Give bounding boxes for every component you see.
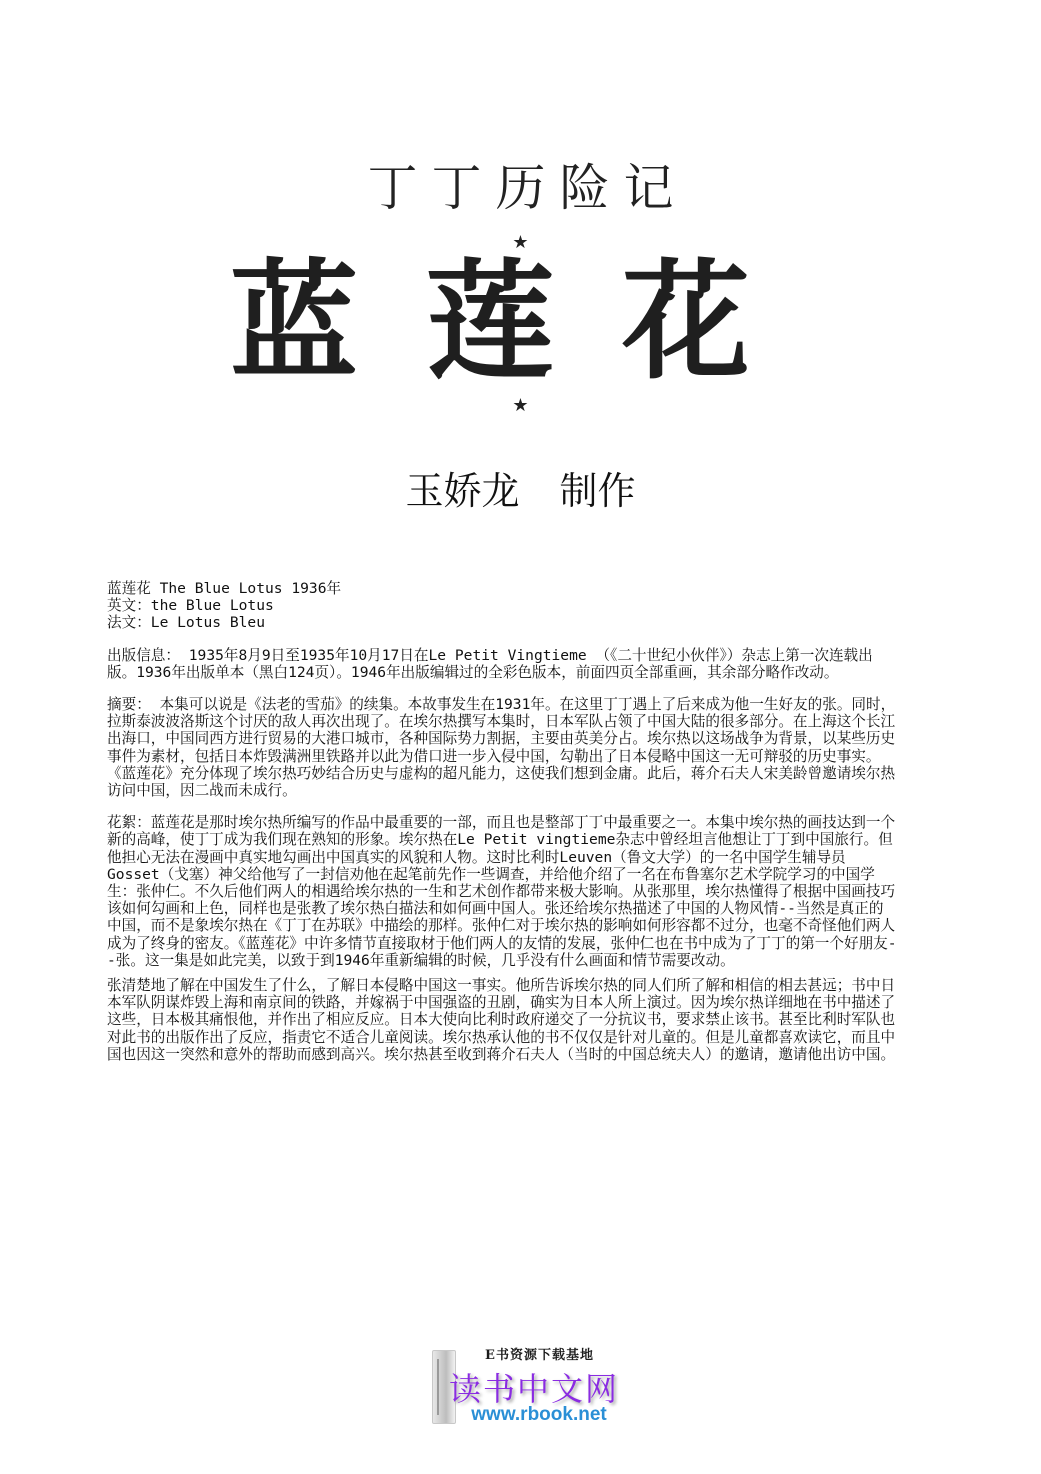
- trivia-paragraph: 花絮：蓝莲花是那时埃尔热所编写的作品中最重要的一部，而且也是整部丁丁中最重要之一。本集中埃尔热的画技达到一个新的高峰，使丁丁成为我们现在熟知的形象。埃尔热在Le Petit vingtieme杂志中曾经坦言他想让丁丁到中国旅行。但他担心无法在漫画中真实地勾画出中国真实的风貌和人物。这时比利时Leuven（鲁文大学）的一名中国学生辅导员Gosset（戈塞）神父给他写了一封信劝他在起笔前先作一些调查，并给他介绍了一名在布鲁塞尔艺术学院学习的中国学生：张仲仁。不久后他们两人的相遇给埃尔热的一生和艺术创作都带来极大影响。从张那里，埃尔热懂得了根据中国画技巧该如何勾画和上色，同样也是张教了埃尔热白描法和如何画中国人。张还给埃尔热描述了中国的人物风情--当然是真正的中国，而不是象埃尔热在《丁丁在苏联》中描绘的那样。张仲仁对于埃尔热的影响如何形容都不过分，也毫不奇怪他们两人成为了终身的密友。《蓝莲花》中许多情节直接取材于他们两人的友情的发展，张仲仁也在书中成为了丁丁的第一个好朋友--张。这一集是如此完美，以致于到1946年重新编辑的时候，几乎没有什么画面和情节需要改动。: [107, 814, 897, 969]
- credit-name: 玉娇龙: [405, 469, 520, 513]
- footer-logo: [432, 1338, 617, 1430]
- book-title: [230, 247, 750, 397]
- summary-paragraph: 摘要： 本集可以说是《法老的雪茄》的续集。本故事发生在1931年。在这里丁丁遇上了后来成为他一生好友的张。同时，拉斯泰波波洛斯这个讨厌的敌人再次出现了。在埃尔热撰写本集时，日本军队占领了中国大陆的很多部分。在上海这个长江出海口，中国同西方进行贸易的大港口城市，各种国际势力割据，主要由英美分占。埃尔热以这场战争为背景，以某些历史事件为素材，包括日本炸毁满洲里铁路并以此为借口进一步入侵中国，勾勒出了日本侵略中国这一无可辩驳的历史事实。《蓝莲花》充分体现了埃尔热巧妙结合历史与虚构的超凡能力，这使我们想到金庸。此后，蒋介石夫人宋美龄曾邀请埃尔热访问中国，因二战而未成行。: [107, 696, 896, 800]
- body-text: [107, 580, 897, 1063]
- credit-line: [0, 460, 1041, 515]
- book-title-char: 花: [621, 247, 750, 397]
- info-title-line: 蓝莲花 The Blue Lotus 1936年: [107, 580, 342, 597]
- book-title-char: 蓝: [230, 247, 359, 397]
- star-icon: ★: [512, 232, 529, 253]
- info-english-line: 英文：the Blue Lotus: [107, 597, 274, 615]
- impact-paragraph: 张清楚地了解在中国发生了什么，了解日本侵略中国这一事实。他所告诉埃尔热的同人们所了解和相信的相去甚远；书中日本军队阴谋炸毁上海和南京间的铁路，并嫁祸于中国强盗的丑剧，确实为日本人所上演过。因为埃尔热详细地在书中描述了这些，日本极其痛恨他，并作出了相应反应。日本大使向比利时政府递交了一分抗议书，要求禁止该书。甚至比利时军队也对此书的出版作出了反应，指责它不适合儿童阅读。埃尔热承认他的书不仅仅是针对儿童的。但是儿童都喜欢读它，而且中国也因这一突然和意外的帮助而感到高兴。埃尔热甚至收到蒋介石夫人（当时的中国总统夫人）的邀请，邀请他出访中国。: [107, 977, 896, 1063]
- series-title: 丁丁历险记: [367, 159, 688, 217]
- credit-role: 制作: [559, 469, 636, 513]
- logo-url: www.rbook.net: [471, 1404, 607, 1425]
- star-icon: ★: [512, 395, 529, 416]
- logo-tagline: E书资源下载基地: [485, 1348, 594, 1363]
- book-title-char: 莲: [425, 247, 554, 397]
- info-french-line: 法文：Le Lotus Bleu: [107, 614, 266, 632]
- publication-paragraph: 出版信息： 1935年8月9日至1935年10月17日在Le Petit Vingtieme （《二十世纪小伙伴》）杂志上第一次连载出版。1936年出版单本（黑白124页）。1946年出版编辑过的全彩色版本，前面四页全部重画，其余部分略作改动。: [107, 646, 873, 681]
- logo-brand: 读书中文网: [448, 1370, 619, 1408]
